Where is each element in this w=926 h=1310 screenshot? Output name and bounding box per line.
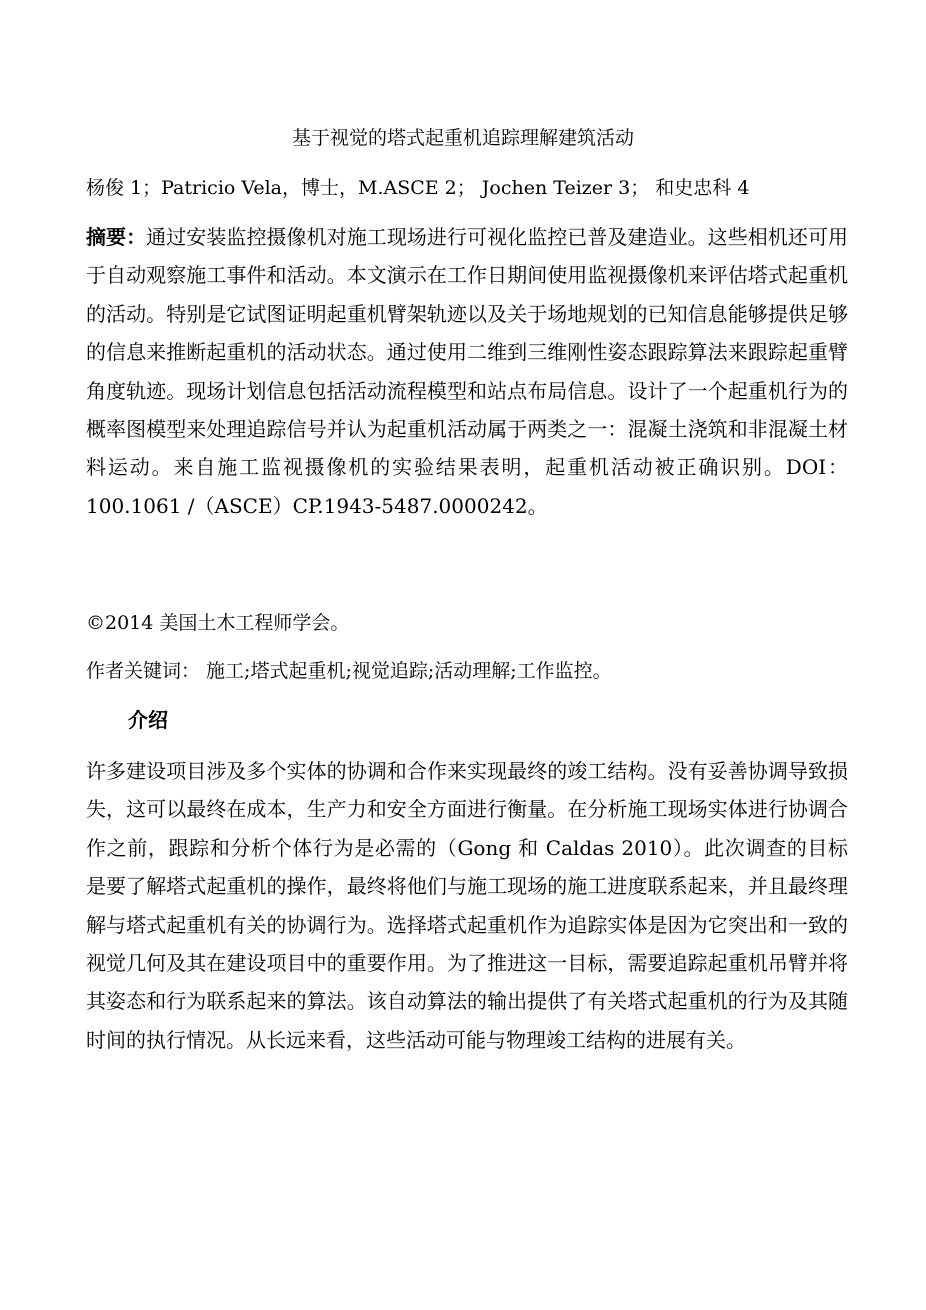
introduction-paragraph: 许多建设项目涉及多个实体的协调和合作来实现最终的竣工结构。没有妥善协调导致损失，这可以最终在成本，生产力和安全方面进行衡量。在分析施工现场实体进行协调合作之前，跟踪和分析个体行为是必需的（Gong 和 Caldas 2010）。此次调查的目标是要了解塔式起重机的操作，最终将他们与施工现场的施工进度联系起来，并且最终理解与塔式起重机有关的协调行为。选择塔式起重机作为追踪实体是因为它突出和一致的视觉几何及其在建设项目中的重要作用。为了推进这一目标，需要追踪起重机吊臂并将其姿态和行为联系起来的算法。该自动算法的输出提供了有关塔式起重机的行为及其随时间的执行情况。从长远来看，这些活动可能与物理竣工结构的进展有关。 xyxy=(86,759,848,1052)
abstract-paragraph xyxy=(86,218,848,525)
section-heading-introduction: 介绍 xyxy=(128,708,168,732)
abstract-text: 通过安装监控摄像机对施工现场进行可视化监控已普及建造业。这些相机还可用于自动观察施工事件和活动。本文演示在工作日期间使用监视摄像机来评估塔式起重机的活动。特别是它试图证明起重机臂架轨迹以及关于场地规划的已知信息能够提供足够的信息来推断起重机的活动状态。通过使用二维到三维刚性姿态跟踪算法来跟踪起重臂角度轨迹。现场计划信息包括活动流程模型和站点布局信息。设计了一个起重机行为的概率图模型来处理追踪信号并认为起重机活动属于两类之一：混凝土浇筑和非混凝土材料运动。来自施工监视摄像机的实验结果表明，起重机活动被正确识别。DOI：100.1061 /（ASCE）CP.1943-5487.0000242。 xyxy=(86,225,849,518)
author-list: 杨俊 1；Patricio Vela，博士，M.ASCE 2； Jochen Teizer 3； 和史忠科 4 xyxy=(86,177,750,199)
paper-title: 基于视觉的塔式起重机追踪理解建筑活动 xyxy=(291,127,634,149)
keywords-line: 作者关键词： 施工;塔式起重机;视觉追踪;活动理解;工作监控。 xyxy=(86,660,612,682)
copyright-line: ©2014 美国土木工程师学会。 xyxy=(86,612,350,634)
abstract-label: 摘要： xyxy=(86,225,147,249)
